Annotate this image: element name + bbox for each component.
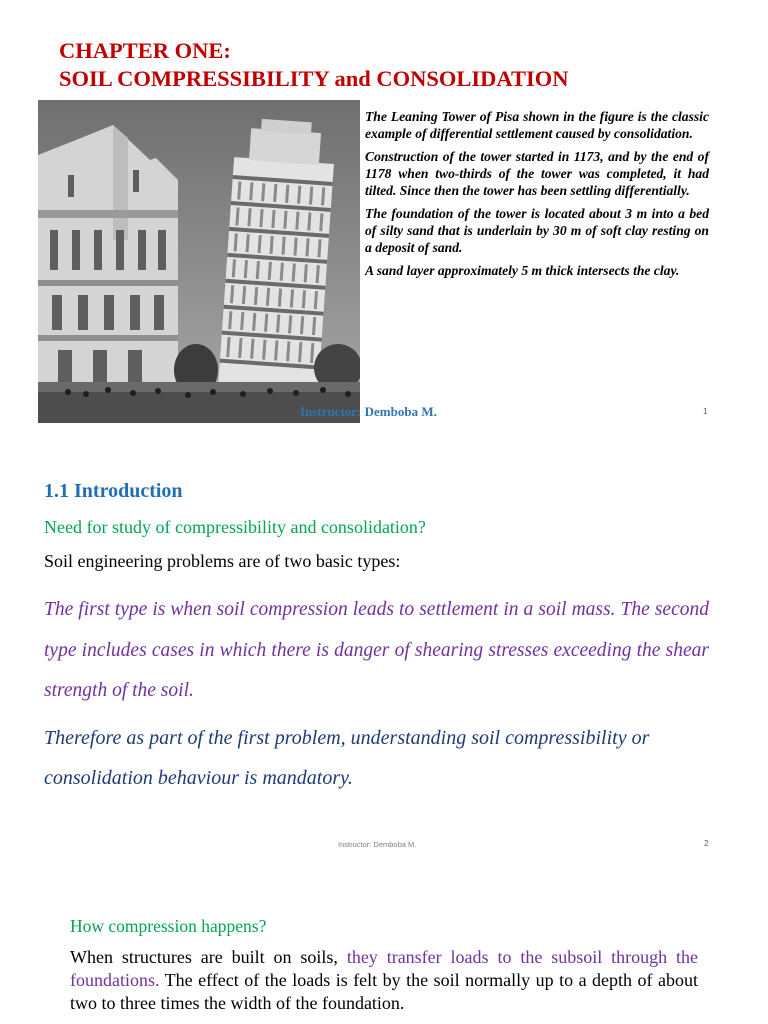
conclusion-paragraph: Therefore as part of the first problem, understanding soil compressibility or consolidation behaviour is mandatory. xyxy=(44,727,650,789)
description-paragraph: The foundation of the tower is located about 3 m into a bed of silty sand that is underlain by 30 m of soft clay resting on a deposit of sand. xyxy=(365,206,709,255)
description-paragraph: The Leaning Tower of Pisa shown in the figure is the classic example of differential settlement caused by consolidation. xyxy=(365,109,709,141)
slide-page-number: 2 xyxy=(704,839,709,848)
tower-description xyxy=(365,108,709,285)
chapter-title-line1: CHAPTER ONE: xyxy=(59,38,231,63)
leaning-tower-photo xyxy=(38,100,360,423)
compression-paragraph xyxy=(70,946,698,1015)
chapter-title-line2: SOIL COMPRESSIBILITY and CONSOLIDATION xyxy=(59,66,569,91)
section-heading: 1.1 Introduction xyxy=(44,480,183,502)
chapter-title xyxy=(59,37,739,93)
section-question: How compression happens? xyxy=(70,916,267,936)
slide-page-number: 1 xyxy=(703,407,708,416)
description-paragraph: A sand layer approximately 5 m thick intersects the clay. xyxy=(365,263,680,278)
section-question: Need for study of compressibility and consolidation? xyxy=(44,517,426,537)
paragraph-text: When structures are built on soils, xyxy=(70,947,338,967)
slide-footer-instructor: Instructor: Demboba M. xyxy=(338,840,417,849)
intro-paragraph: Soil engineering problems are of two basic types: xyxy=(44,551,401,571)
highlighted-text: they transfer loads to the subsoil through the foundations. xyxy=(70,947,698,990)
description-paragraph: Construction of the tower started in 1173, and by the end of 1178 when two-thirds of the tower was completed, it had tilted. Since then the tower has been settling differentially. xyxy=(365,149,709,198)
paragraph-text: The effect of the loads is felt by the soil normally up to a depth of about two to three times the width of the foundation. xyxy=(70,970,698,1013)
problem-types-paragraph: The first type is when soil compression leads to settlement in a soil mass. The second type includes cases in which there is danger of shearing stresses exceeding the shear strength of the soil. xyxy=(44,599,709,701)
slide-footer-instructor: Instructor: Demboba M. xyxy=(300,404,437,419)
